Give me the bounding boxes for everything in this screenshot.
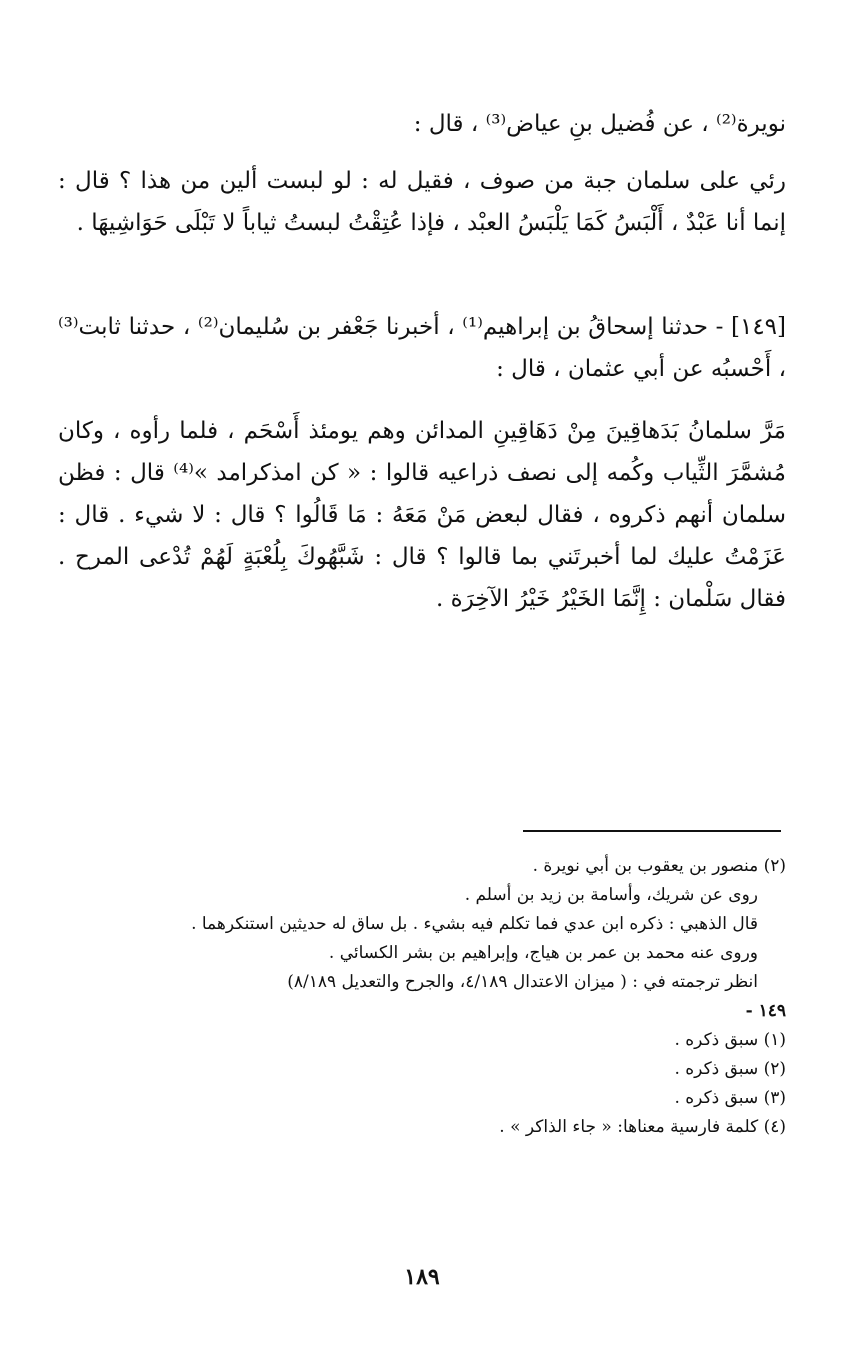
footnote-section-number: ١٤٩ - (745, 1001, 786, 1021)
footnote-1: (١) سبق ذكره . (674, 1030, 786, 1050)
isnad-text: [١٤٩] - حدثنا إسحاقُ بن إبراهيم⁽¹⁾ ، أخبرنا جَعْفر بن سُليمان⁽²⁾ ، حدثنا ثابت⁽³⁾ ، أَحْسبُه عن أبي عثمان ، قال : (58, 314, 787, 382)
footnote-2-line: قال الذهبي : ذكره ابن عدي فما تكلم فيه بشيء . بل ساق له حديثين استنكرهما . (191, 914, 758, 934)
footnote-2-line: وروى عنه محمد بن عمر بن هياج، وإبراهيم بن بشر الكسائي . (328, 943, 758, 963)
paragraph-text: رئي على سلمان جبة من صوف ، فقيل له : لو لبست ألين من هذا ؟ قال : إنما أنا عَبْدٌ ، أَلْبَسُ كَمَا يَلْبَسُ العبْد ، فإذا عُتِقْتُ لبستُ ثياباً لا تَبْلَى حَوَاشِيهَا . (58, 168, 786, 236)
footnote-4: (٤) كلمة فارسية معناها: « جاء الذاكر » . (499, 1117, 786, 1137)
footnote-2-title: (٢) منصور بن يعقوب بن أبي نويرة . (532, 856, 786, 876)
paragraph-salman-cloak (58, 160, 786, 244)
footnote-2-line: انظر ترجمته في : ( ميزان الاعتدال ٤/١٨٩، والجرح والتعديل ٨/١٨٩) (287, 972, 758, 992)
matn-text: مَرَّ سلمانُ بَدَهاقِينَ مِنْ دَهَاقِينِ المدائن وهم يومئذ أَسْحَم ، فلما رأوه ، وكان مُشمَّرَ الثِّياب وكُمه إلى نصف ذراعيه قالوا : « كن امذكرامد »⁽⁴⁾ قال : فظن سلمان أنهم ذكروه ، فقال لبعض مَنْ مَعَهُ : مَا قَالُوا ؟ قال : لا شيء . قال : عَزَمْتُ عليك لما أخبرتَني بما قالوا ؟ قال : شَبَّهُوكَ بِلُعْبَةٍ لَهُمْ تُدْعى المرح . فقال سَلْمان : إِنَّمَا الخَيْرُ خَيْرُ الآخِرَة . (58, 418, 786, 612)
footnote-2-line: روى عن شريك، وأسامة بن زيد بن أسلم . (464, 885, 758, 905)
footnote-3: (٣) سبق ذكره . (674, 1088, 786, 1108)
hadith-149-matn (58, 410, 786, 620)
footnote-2: (٢) سبق ذكره . (674, 1059, 786, 1079)
main-text (58, 103, 786, 145)
footnotes (58, 852, 786, 1142)
hadith-149-isnad (58, 306, 786, 390)
opening-line: نويرة⁽²⁾ ، عن فُضيل بنِ عياض⁽³⁾ ، قال : (413, 111, 786, 137)
footnote-divider (523, 830, 781, 832)
page-number: ١٨٩ (404, 1264, 440, 1290)
